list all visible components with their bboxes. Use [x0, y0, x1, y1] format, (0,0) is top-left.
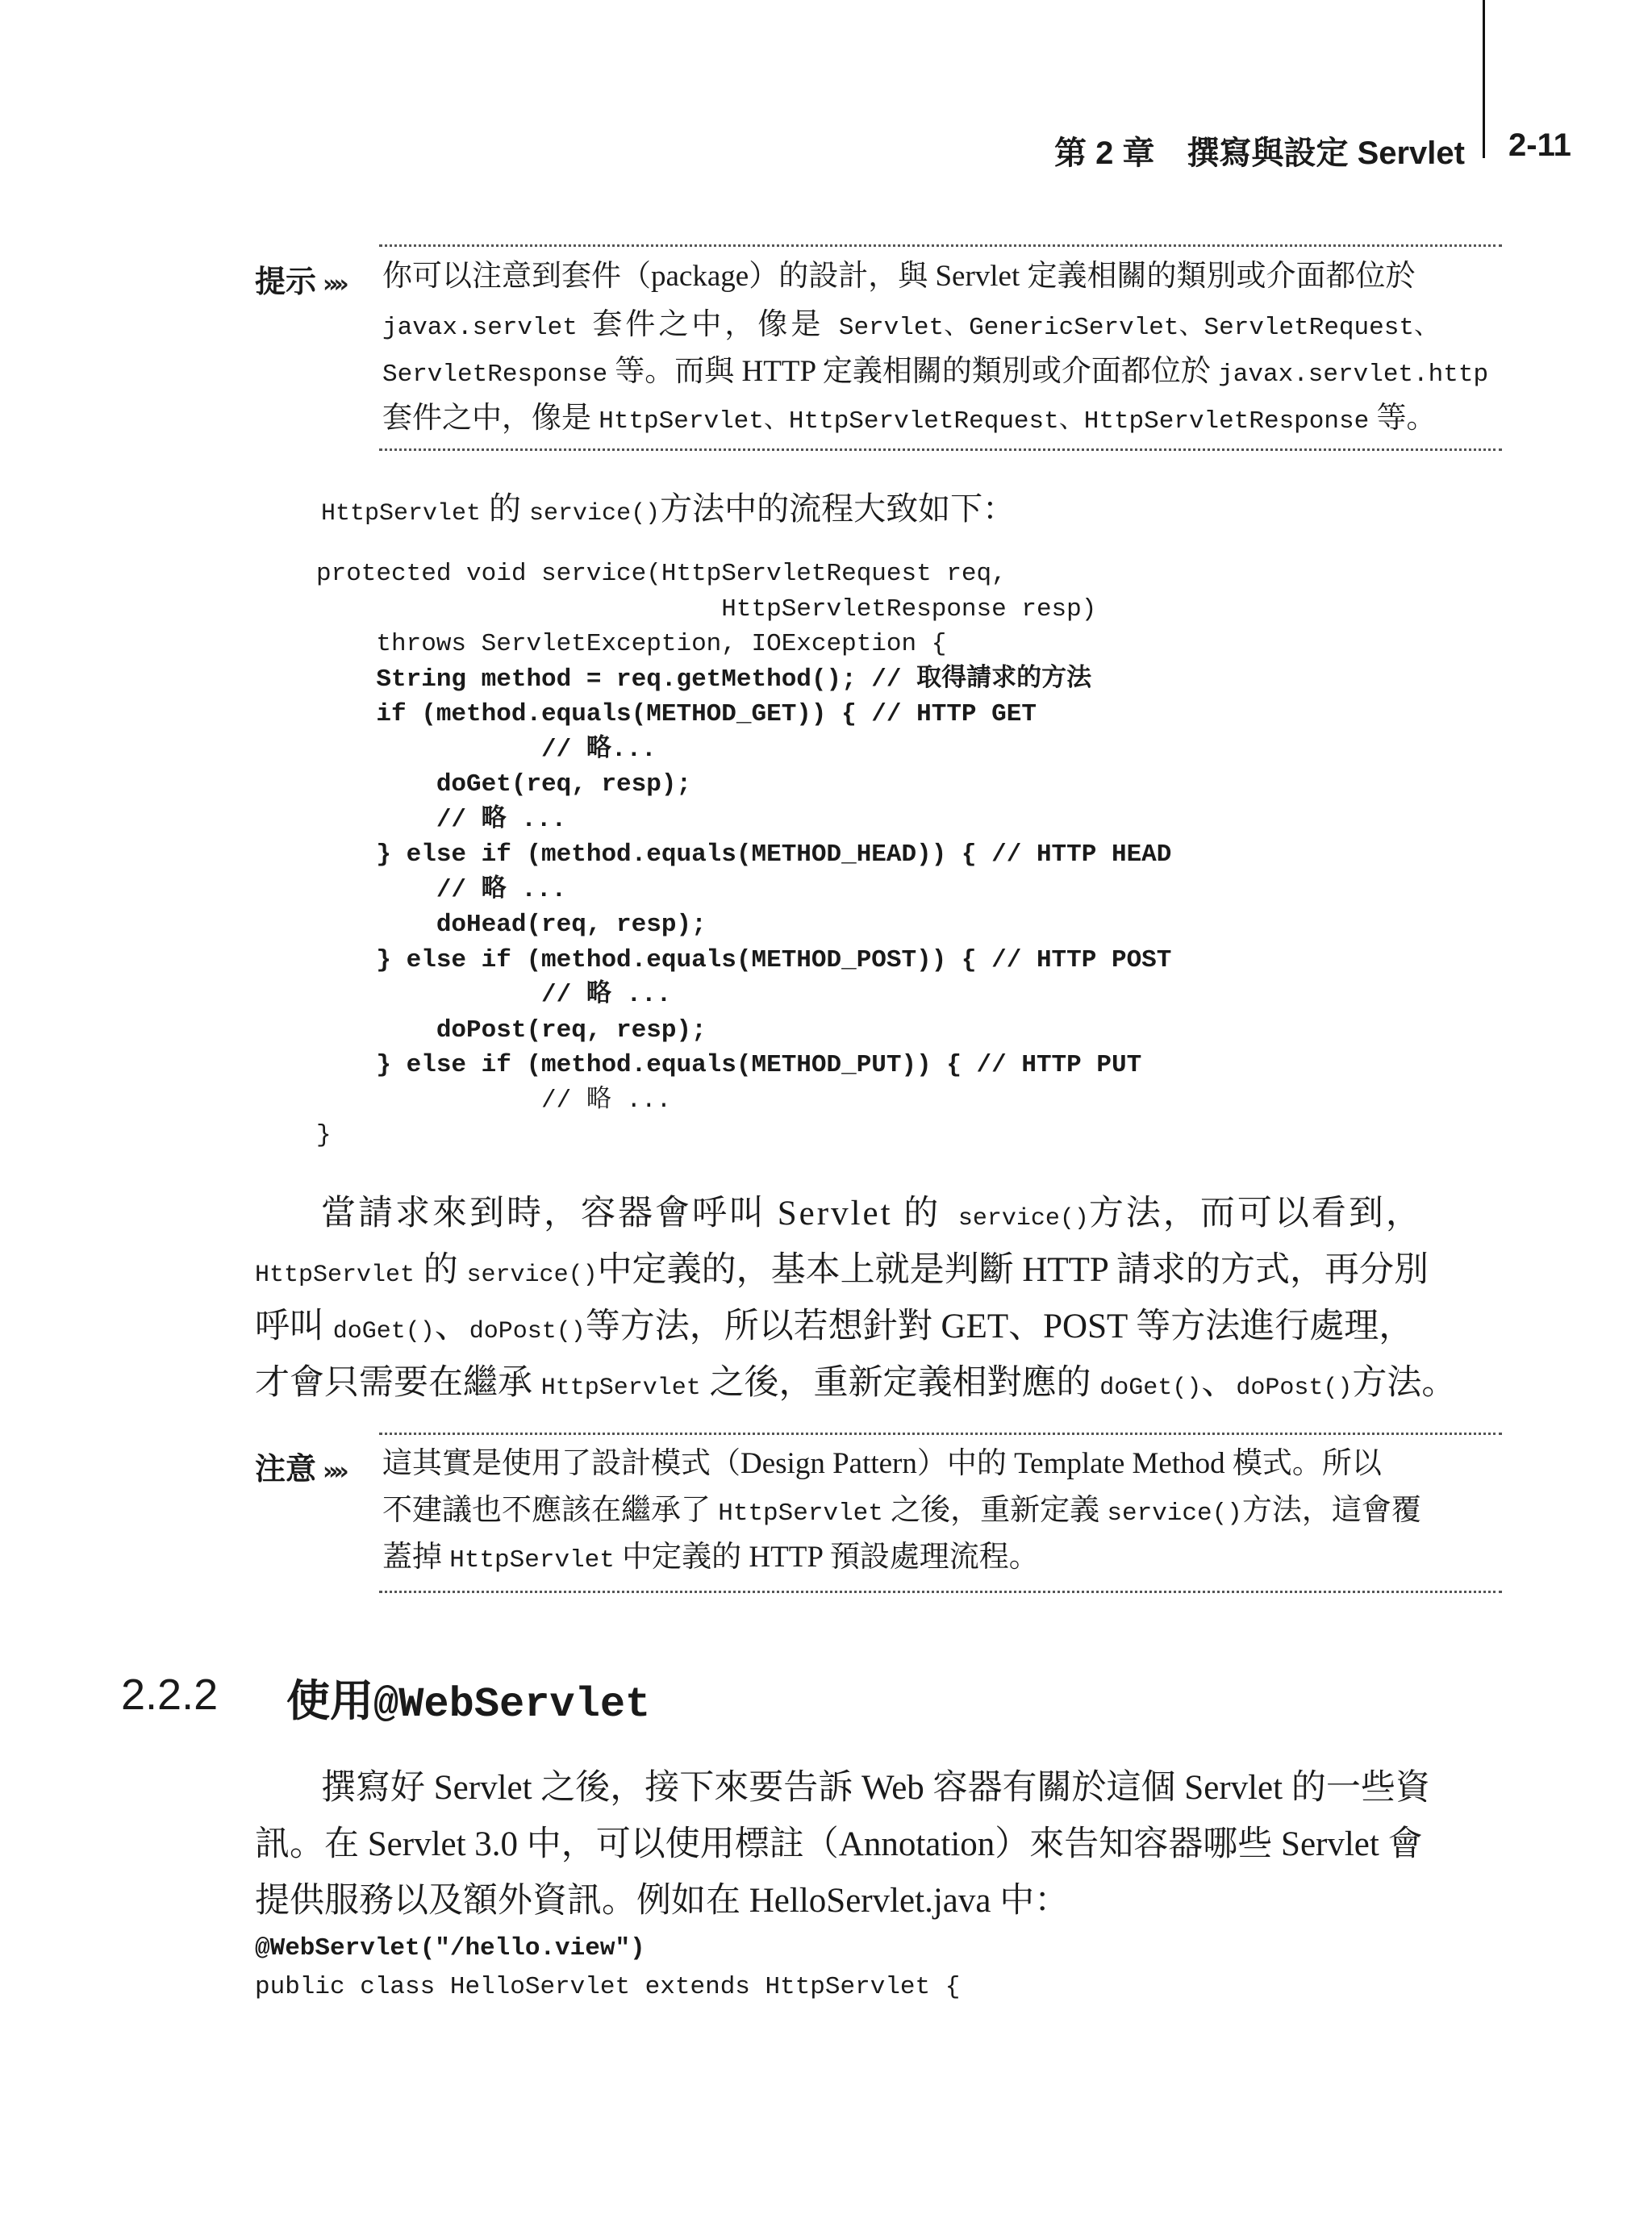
tip-line-3: ServletResponse 等。而與 HTTP 定義相關的類別或介面都位於 javax.servlet.http: [382, 355, 1489, 389]
tip-bottom-border: [379, 448, 1502, 451]
note-line-2: 不建議也不應該在繼承了 HttpServlet 之後，重新定義 service()方法，這會覆: [382, 1494, 1421, 1528]
note-line-1: 這其實是使用了設計模式（Design Pattern）中的 Template Method 模式。所以: [382, 1447, 1382, 1480]
code-line: doGet(req, resp);: [316, 770, 692, 799]
code-line: protected void service(HttpServletRequest req,: [316, 560, 1007, 588]
code-block-2: [255, 1929, 960, 2007]
code-line: }: [316, 1121, 332, 1149]
tip-line-4: 套件之中，像是 HttpServlet、HttpServletRequest、HttpServletResponse 等。: [382, 402, 1437, 436]
page-number: 2-11: [1508, 127, 1571, 163]
code-line: // 略 ...: [316, 1086, 672, 1115]
code-line: } else if (method.equals(METHOD_PUT)) { // HTTP PUT: [316, 1051, 1142, 1079]
code-line: // 略 ...: [316, 805, 567, 834]
code-line: doPost(req, resp);: [316, 1016, 707, 1045]
note-bottom-border: [379, 1591, 1502, 1593]
section-title: 使用@WebServlet: [286, 1677, 651, 1729]
para1-line-1: 當請求來到時，容器會呼叫 Servlet 的 service()方法，而可以看到，: [321, 1195, 1423, 1233]
note-top-border: [379, 1433, 1502, 1435]
class-declaration-line: public class HelloServlet extends HttpServlet {: [255, 1973, 961, 2001]
code-line: String method = req.getMethod(); // 取得請求的方法: [316, 665, 1092, 694]
code-line: } else if (method.equals(METHOD_POST)) { // HTTP POST: [316, 945, 1172, 974]
code-line: // 略...: [316, 735, 657, 764]
section-number: 2.2.2: [121, 1671, 219, 1719]
code-line: if (method.equals(METHOD_GET)) { // HTTP GET: [316, 700, 1037, 728]
code-line: HttpServletResponse resp): [316, 594, 1097, 624]
intro-line: HttpServlet 的 service()方法中的流程大致如下：: [321, 490, 1016, 528]
para2-line-1: 撰寫好 Servlet 之後，接下來要告訴 Web 容器有關於這個 Servlet 的一些資: [321, 1769, 1430, 1807]
code-line: // 略 ...: [316, 981, 672, 1009]
code-block: [316, 557, 1171, 1153]
code-line: // 略 ...: [316, 875, 567, 904]
para1-line-3: 呼叫 doGet()、doPost()等方法，所以若想針對 GET、POST 等方法進行處理，: [255, 1308, 1414, 1345]
tip-line-2: javax.servlet 套件之中，像是 Servlet、GenericServlet、ServletRequest、: [382, 308, 1439, 342]
para1-line-4: 才會只需要在繼承 HttpServlet 之後，重新定義相對應的 doGet()、doPost()方法。: [255, 1364, 1457, 1402]
code-line: doHead(req, resp);: [316, 911, 707, 939]
chevron-icon: »»: [323, 270, 344, 298]
code-line: throws ServletException, IOException {: [316, 630, 947, 658]
tip-line-1: 你可以注意到套件（package）的設計，與 Servlet 定義相關的類別或介面都位於: [382, 260, 1416, 293]
tip-label: [255, 257, 344, 301]
chapter-title: 第 2 章 撰寫與設定 Servlet: [1053, 136, 1465, 171]
para1-line-2: HttpServlet 的 service()中定義的，基本上就是判斷 HTTP 請求的方式，再分別: [255, 1251, 1429, 1289]
chevron-icon: »»: [323, 1458, 344, 1486]
note-label-text: 注意: [255, 1453, 317, 1487]
tip-label-text: 提示: [255, 265, 317, 299]
note-label: [255, 1444, 344, 1488]
annotation-line: @WebServlet("/hello.view"): [255, 1934, 645, 1962]
header-rule: [1483, 0, 1485, 158]
para2-line-2: 訊。在 Servlet 3.0 中，可以使用標註（Annotation）來告知容器哪些 Servlet 會: [255, 1825, 1423, 1863]
code-line: } else if (method.equals(METHOD_HEAD)) { // HTTP HEAD: [316, 840, 1172, 869]
note-line-3: 蓋掉 HttpServlet 中定義的 HTTP 預設處理流程。: [382, 1541, 1039, 1575]
para2-line-3: 提供服務以及額外資訊。例如在 HelloServlet.java 中：: [255, 1882, 1070, 1920]
tip-top-border: [379, 244, 1502, 247]
